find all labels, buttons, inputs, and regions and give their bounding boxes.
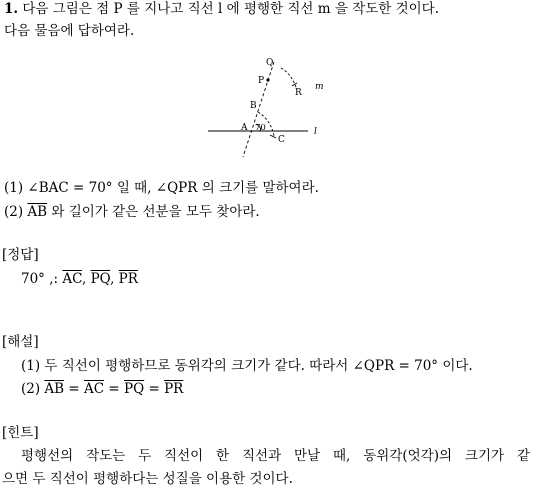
point-p <box>266 78 269 81</box>
expl-seg-pq: $\overline{PQ}$ <box>124 381 145 397</box>
arc-qr <box>281 68 297 90</box>
hint-line-2: 으면 두 직선이 평행하다는 성질을 이용한 것이다. <box>2 471 293 487</box>
equals: = <box>68 381 80 397</box>
label-a: A <box>241 123 248 133</box>
question-2-text: 와 길이가 같은 선분을 모두 찾아라. <box>51 204 260 220</box>
label-q: Q <box>266 58 274 68</box>
explanation-2-number: (2) <box>21 381 41 397</box>
label-l: l <box>314 127 317 137</box>
explanation-heading: [해설] <box>2 334 39 350</box>
label-p: P <box>258 76 265 86</box>
label-r: R <box>295 88 302 98</box>
equals: = <box>148 381 160 397</box>
answer-separator: ,: <box>49 271 59 287</box>
label-m: m <box>315 82 324 92</box>
comma: , <box>81 271 87 287</box>
expl-seg-ab: $\overline{AB}$ <box>44 381 65 397</box>
expl-seg-pr: $\overline{PR}$ <box>164 381 184 397</box>
answer-seg-pq: $\overline{PQ}$ <box>90 271 111 287</box>
explanation-line-1: (1) 두 직선이 평행하므로 동위각의 크기가 같다. 따라서 ∠QPR = 70° 이다. <box>21 358 473 374</box>
answer-1: 70° <box>21 271 45 287</box>
problem-intro-1: 다음 그림은 점 P 를 지나고 직선 l 에 평행한 직선 m 을 작도한 것이다. <box>22 1 439 17</box>
segment-ab: $\overline{AB}$ <box>27 204 48 220</box>
label-angle: 70 <box>255 123 266 133</box>
answer-seg-ac: $\overline{AC}$ <box>62 271 82 287</box>
answer-heading: [정답] <box>2 247 39 263</box>
comma: , <box>110 271 115 287</box>
problem-number: 1. <box>4 1 19 17</box>
expl-seg-ac: $\overline{AC}$ <box>84 381 105 397</box>
tick-c <box>270 135 276 138</box>
question-2-number: (2) <box>4 204 24 220</box>
hint-heading: [힌트] <box>2 425 39 441</box>
hint-line-1: 평행선의 작도는 두 직선이 한 직선과 만날 때, 동위각(엇각)의 크기가 같 <box>21 448 530 464</box>
question-1: (1) ∠BAC = 70° 일 때, ∠QPR 의 크기를 말하여라. <box>4 180 319 196</box>
answer-line <box>21 270 138 288</box>
question-2 <box>4 203 260 221</box>
equals: = <box>108 381 120 397</box>
problem-line-2: 다음 물음에 답하여라. <box>4 23 135 39</box>
label-c: C <box>278 135 285 145</box>
answer-seg-pr: $\overline{PR}$ <box>118 271 138 287</box>
explanation-line-2 <box>21 380 183 398</box>
label-b: B <box>250 101 257 111</box>
tick-r <box>292 83 297 86</box>
